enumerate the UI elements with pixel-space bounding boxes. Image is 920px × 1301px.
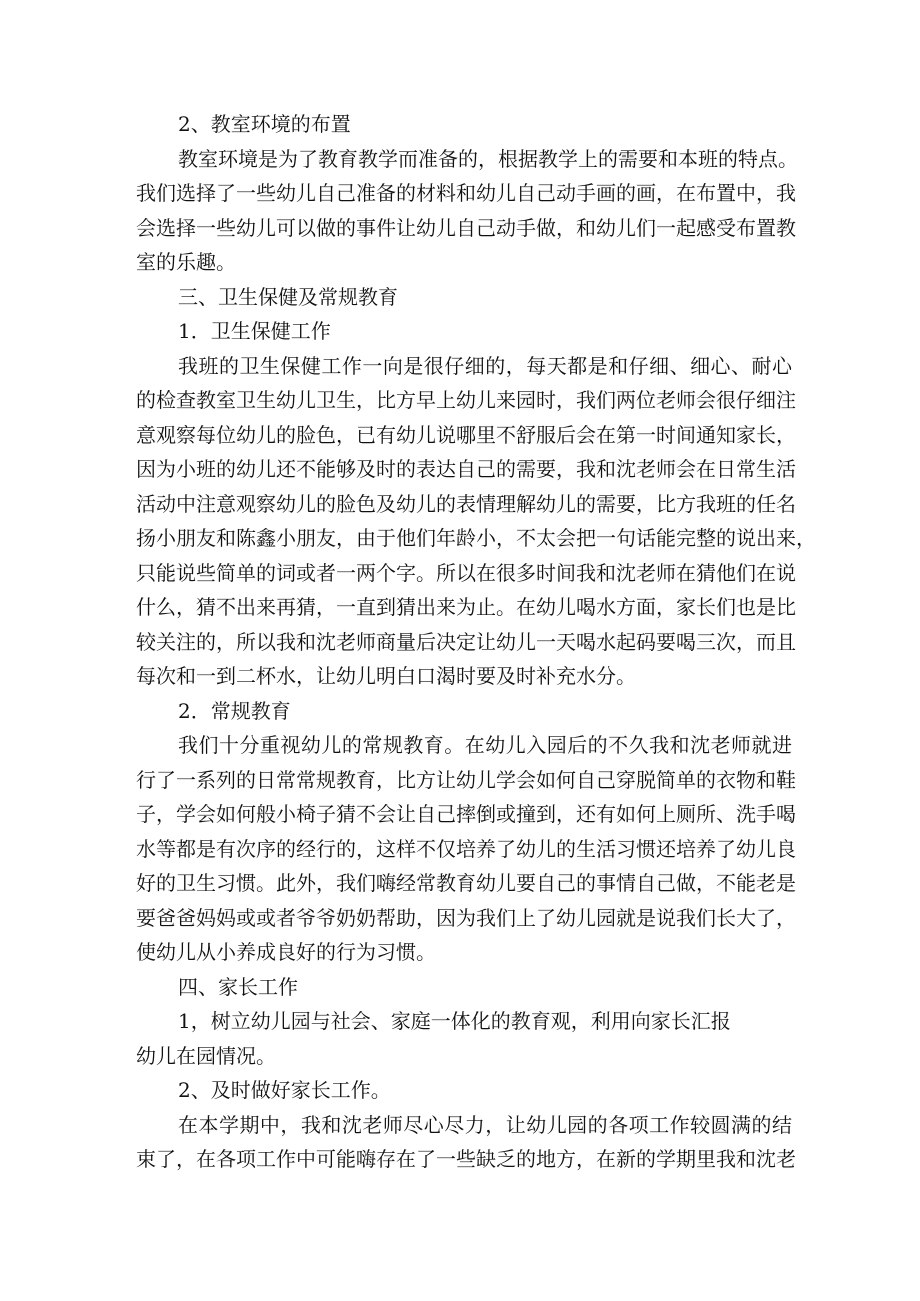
section-heading-classroom-environment: 2、教室环境的布置 xyxy=(178,112,351,136)
paragraph-line: 每次和一到二杯水，让幼儿明白口渴时要及时补充水分。 xyxy=(136,664,636,688)
list-item-line: 幼儿在园情况。 xyxy=(136,1043,276,1068)
paragraph-line: 意观察每位幼儿的脸色，已有幼儿说哪里不舒服后会在第一时间通知家长， xyxy=(136,422,796,447)
paragraph-line: 只能说些简单的词或者一两个字。所以在很多时间我和沈老师在猜他们在说 xyxy=(136,560,796,585)
paragraph-line: 扬小朋友和陈鑫小朋友，由于他们年龄小，不太会把一句话能完整的说出来， xyxy=(136,526,816,550)
paragraph-line: 我们十分重视幼儿的常规教育。在幼儿入园后的不久我和沈老师就进 xyxy=(178,733,792,757)
paragraph-line: 行了一系列的日常常规教育，比方让幼儿学会如何自己穿脱简单的衣物和鞋 xyxy=(136,767,796,792)
subsection-heading-routine: 2．常规教育 xyxy=(178,698,291,723)
paragraph-line: 使幼儿从小养成良好的行为习惯。 xyxy=(136,940,436,964)
paragraph-line: 教室环境是为了教育教学而准备的，根据教学上的需要和本班的特点。 xyxy=(178,146,798,171)
paragraph-line: 我们选择了一些幼儿自己准备的材料和幼儿自己动手画的画，在布置中，我 xyxy=(136,181,796,205)
section-heading-hygiene-routine: 三、卫生保健及常规教育 xyxy=(178,284,398,309)
paragraph-line: 会选择一些幼儿可以做的事件让幼儿自己动手做，和幼儿们一起感受布置教 xyxy=(136,215,796,240)
paragraph-line: 因为小班的幼儿还不能够及时的表达自己的需要，我和沈老师会在日常生活 xyxy=(136,457,796,481)
paragraph-line: 我班的卫生保健工作一向是很仔细的，每天都是和仔细、细心、耐心 xyxy=(178,353,792,378)
paragraph-line: 要爸爸妈妈或或者爷爷奶奶帮助，因为我们上了幼儿园就是说我们长大了， xyxy=(136,905,796,930)
paragraph-line: 束了，在各项工作中可能嗨存在了一些缺乏的地方，在新的学期里我和沈老 xyxy=(136,1147,796,1171)
subsection-heading-hygiene: 1．卫生保健工作 xyxy=(178,319,331,343)
section-heading-parent-work: 四、家长工作 xyxy=(178,974,298,999)
paragraph-line: 活动中注意观察幼儿的脸色及幼儿的表情理解幼儿的需要，比方我班的任名 xyxy=(136,491,796,516)
paragraph-line: 室的乐趣。 xyxy=(136,250,236,274)
paragraph-line: 水等都是有次序的经行的，这样不仅培养了幼儿的生活习惯还培养了幼儿良 xyxy=(136,836,796,861)
list-item-line: 2、及时做好家长工作。 xyxy=(178,1078,391,1102)
document-body xyxy=(136,107,816,1177)
paragraph-line: 的检查教室卫生幼儿卫生，比方早上幼儿来园时，我们两位老师会很仔细注 xyxy=(136,388,796,412)
paragraph-line: 好的卫生习惯。此外，我们嗨经常教育幼儿要自己的事情自己做，不能老是 xyxy=(136,871,796,895)
list-item-line: 1，树立幼儿园与社会、家庭一体化的教育观，利用向家长汇报 xyxy=(178,1009,731,1033)
paragraph-line: 什么，猜不出来再猜，一直到猜出来为止。在幼儿喝水方面，家长们也是比 xyxy=(136,595,796,619)
paragraph-line: 在本学期中，我和沈老师尽心尽力，让幼儿园的各项工作较圆满的结 xyxy=(178,1112,792,1137)
paragraph-line: 较关注的，所以我和沈老师商量后决定让幼儿一天喝水起码要喝三次，而且 xyxy=(136,629,796,654)
paragraph-line: 子，学会如何般小椅子猜不会让自己摔倒或撞到，还有如何上厕所、洗手喝 xyxy=(136,802,796,826)
